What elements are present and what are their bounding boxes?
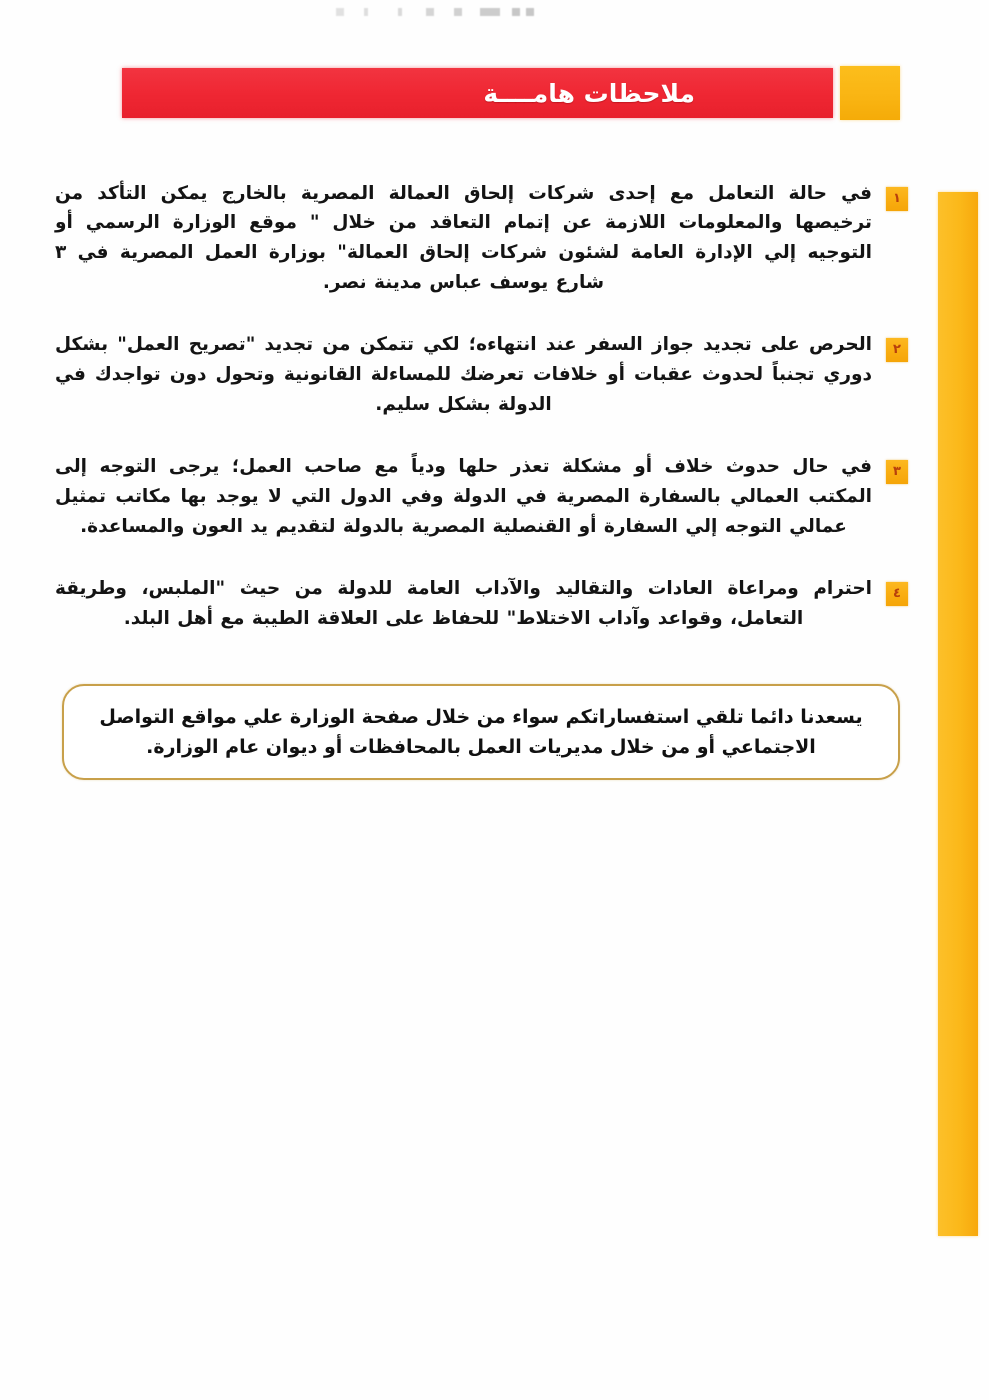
note-item	[55, 574, 908, 634]
note-number-badge: ٢	[886, 338, 908, 362]
note-item	[55, 452, 908, 542]
note-item	[55, 179, 908, 299]
note-item	[55, 330, 908, 420]
contact-callout-box	[62, 684, 900, 780]
right-vertical-accent-bar	[938, 192, 978, 1236]
header-red-bar	[122, 68, 833, 118]
header-accent-block	[840, 66, 900, 120]
note-number-badge: ٤	[886, 582, 908, 606]
page-title: ملاحظات هامــــة	[483, 78, 695, 108]
note-text: في حالة التعامل مع إحدى شركات إلحاق العمالة المصرية بالخارج يمكن التأكد من ترخيصها والمعلومات اللازمة عن إتمام التعاقد من خلال " موقع الوزارة الرسمي أو التوجيه إلي الإدارة العامة لشئون شركات إلحاق العمالة" بوزارة العمل المصرية في ٣ شارع يوسف عباس مدينة نصر.	[55, 182, 872, 294]
header-banner	[122, 66, 900, 120]
note-text: احترام ومراعاة العادات والتقاليد والآداب العامة للدولة من حيث "الملبس، وطريقة التعامل، وقواعد وآداب الاختلاط" للحفاظ على العلاقة الطيبة مع أهل البلد.	[55, 578, 872, 630]
notes-list	[55, 160, 908, 666]
note-text: الحرص على تجديد جواز السفر عند انتهاءه؛ لكي تتمكن من تجديد "تصريح العمل" بشكل دوري تجنباً لحدوث عقبات أو خلافات تعرضك للمساءلة القانونية وتحول دون تواجدك في الدولة بشكل سليم.	[55, 334, 872, 416]
note-text: في حال حدوث خلاف أو مشكلة تعذر حلها ودياً مع صاحب العمل؛ يرجى التوجه إلى المكتب العمالي بالسفارة المصرية في الدولة وفي الدول التي لا يوجد بها مكاتب تمثيل عمالي التوجه إلي السفارة أو القنصلية المصرية بالدولة لتقديم يد العون والمساعدة.	[55, 456, 872, 538]
callout-text: يسعدنا دائما تلقي استفساراتكم سواء من خلال صفحة الوزارة علي مواقع التواصل الاجتماعي أو من خلال مديريات العمل بالمحافظات أو ديوان عام الوزارة.	[99, 705, 863, 758]
scan-artifact-top	[330, 8, 560, 16]
note-number-badge: ٣	[886, 460, 908, 484]
note-number-badge: ١	[886, 187, 908, 211]
